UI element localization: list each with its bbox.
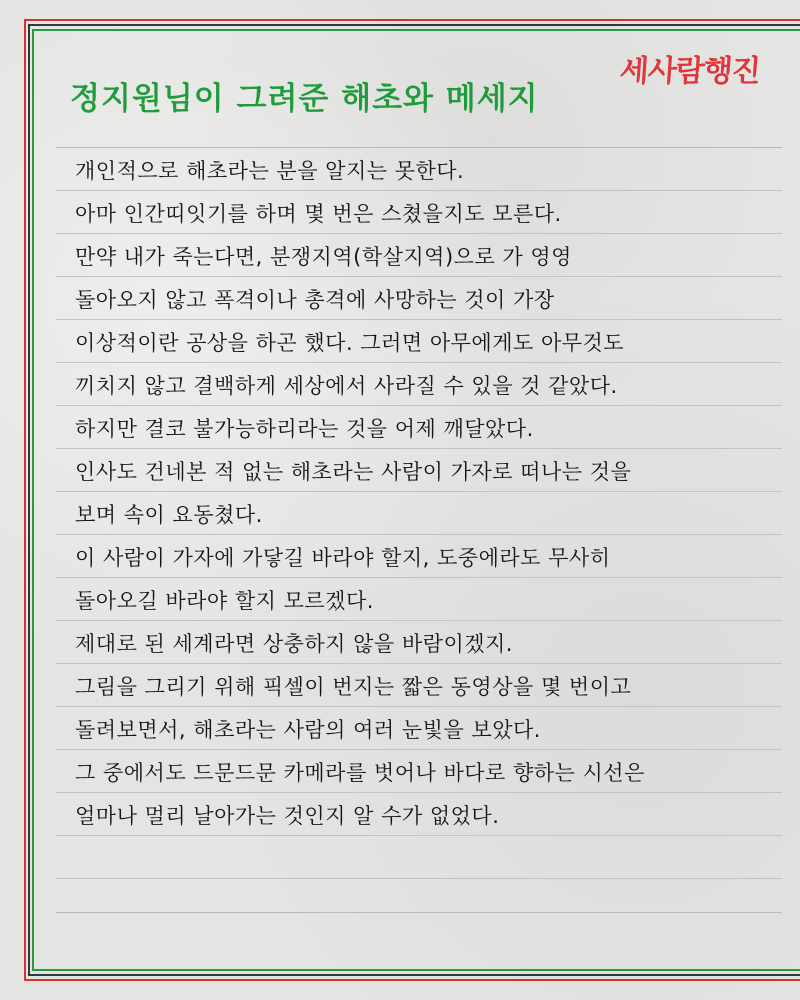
body-line-5: 이상적이란 공상을 하곤 했다. 그러면 아무에게도 아무것도 [75,331,625,355]
body-line-16: 얼마나 멀리 날아가는 것인지 알 수가 없었다. [75,804,500,828]
left-border-green [32,29,34,971]
body-line-7: 하지만 결코 불가능하리라는 것을 어제 깨달았다. [75,417,534,441]
ruled-line [56,878,782,879]
body-line-8: 인사도 건네본 적 없는 해초라는 사람이 가자로 떠나는 것을 [75,460,632,484]
top-border-green [32,29,800,31]
ruled-line [56,620,782,621]
top-border-dark [28,24,800,26]
ruled-line [56,448,782,449]
ruled-line [56,749,782,750]
body-line-10: 이 사람이 가자에 가닿길 바라야 할지, 도중에라도 무사히 [75,546,611,570]
ruled-line [56,835,782,836]
bottom-border-red [24,979,800,981]
ruled-line [56,663,782,664]
ruled-line [56,362,782,363]
page-title: 정지원님이 그려준 해초와 메세지 [70,81,539,117]
ruled-line [56,233,782,234]
body-line-13: 그림을 그리기 위해 픽셀이 번지는 짧은 동영상을 몇 번이고 [75,675,632,699]
ruled-line [56,319,782,320]
body-line-1: 개인적으로 해초라는 분을 알지는 못한다. [75,159,465,183]
ruled-line [56,190,782,191]
body-line-4: 돌아오지 않고 폭격이나 총격에 사망하는 것이 가장 [75,288,555,312]
body-line-2: 아마 인간띠잇기를 하며 몇 번은 스쳤을지도 모른다. [75,202,562,226]
bottom-border-dark [28,974,800,976]
ruled-line [56,147,782,148]
ruled-line [56,276,782,277]
ruled-line [56,405,782,406]
left-border-dark [28,24,30,976]
ruled-line [56,912,782,913]
body-line-12: 제대로 된 세계라면 상충하지 않을 바람이겠지. [75,632,513,656]
body-line-6: 끼치지 않고 결백하게 세상에서 사라질 수 있을 것 같았다. [75,374,618,398]
top-border-red [24,19,800,21]
body-line-14: 돌려보면서, 해초라는 사람의 여러 눈빛을 보았다. [75,718,541,742]
body-line-9: 보며 속이 요동쳤다. [75,503,263,527]
left-border-red [24,19,26,981]
brand-logo: 세사람행진 [618,54,761,89]
body-line-15: 그 중에서도 드문드문 카메라를 벗어나 바다로 향하는 시선은 [75,761,645,785]
body-line-11: 돌아오길 바라야 할지 모르겠다. [75,589,374,613]
ruled-line [56,534,782,535]
ruled-line [56,491,782,492]
body-line-3: 만약 내가 죽는다면, 분쟁지역(학살지역)으로 가 영영 [75,245,572,269]
ruled-line [56,792,782,793]
ruled-line [56,577,782,578]
bottom-border-green [32,969,800,971]
ruled-line [56,706,782,707]
